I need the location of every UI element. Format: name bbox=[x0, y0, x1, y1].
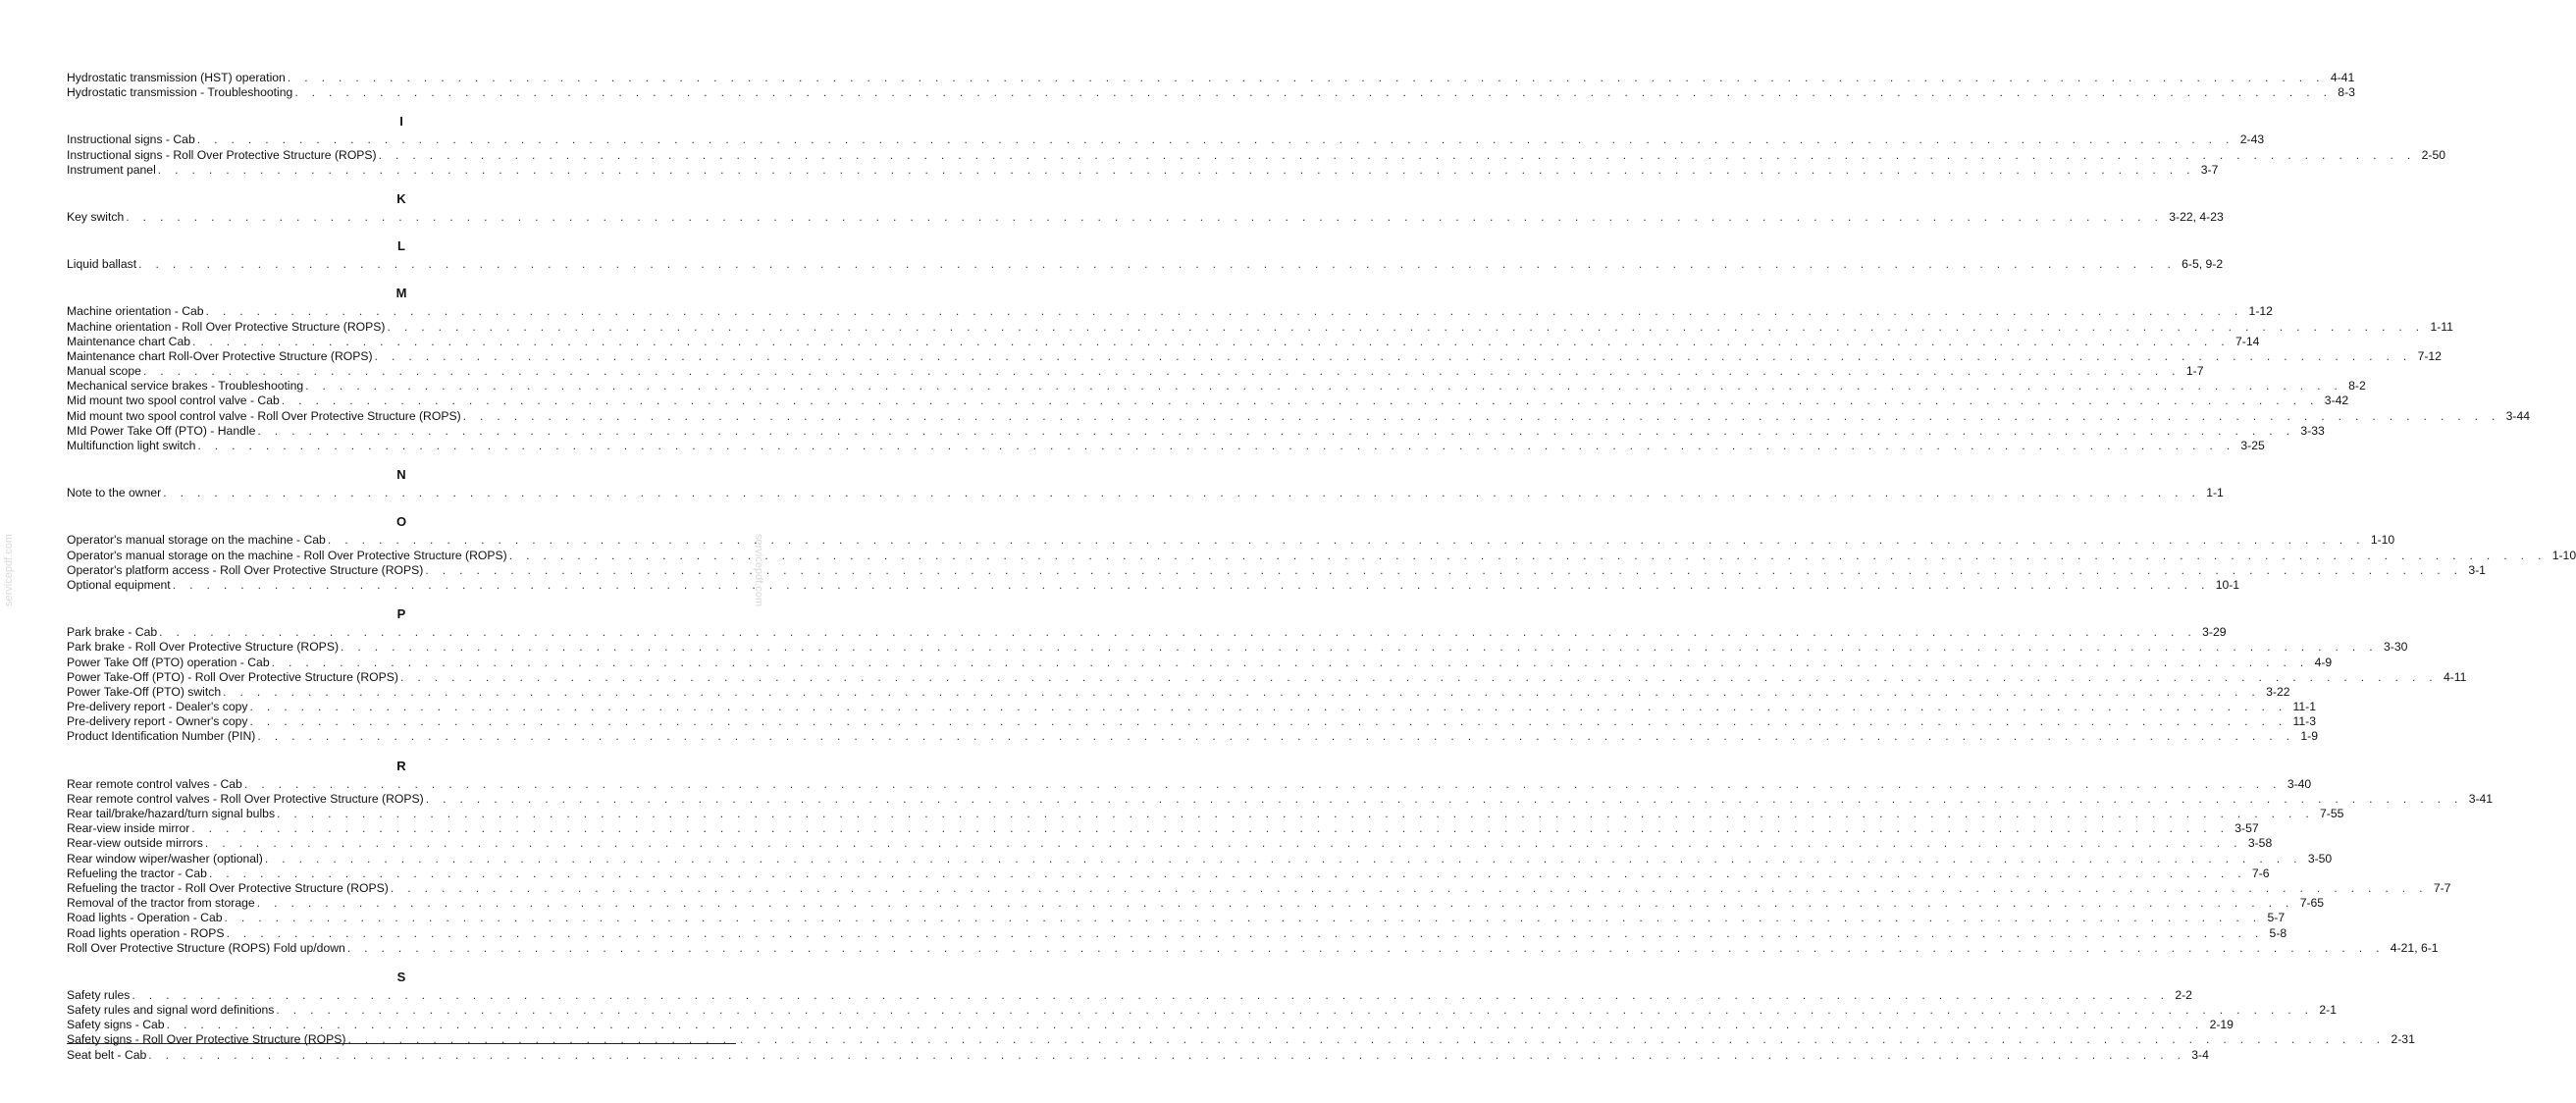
index-entry[interactable] bbox=[67, 807, 2344, 821]
entry-label: Machine orientation - Cab bbox=[67, 304, 204, 319]
index-entry[interactable] bbox=[67, 776, 2312, 792]
entry-page-ref: 3-22, 4-23 bbox=[2169, 209, 2224, 224]
index-entry[interactable] bbox=[67, 880, 2451, 896]
entry-page-ref: 1-9 bbox=[2300, 729, 2318, 744]
index-entry[interactable] bbox=[67, 625, 2227, 640]
entry-label: Roll Over Protective Structure (ROPS) Fold up/down bbox=[67, 940, 345, 955]
index-entry[interactable] bbox=[67, 319, 2453, 335]
entry-label: Road lights - Operation - Cab bbox=[67, 911, 223, 925]
entry-label: Rear window wiper/washer (optional) bbox=[67, 851, 263, 866]
entry-label: Operator's platform access - Roll Over Protective Structure (ROPS) bbox=[67, 562, 424, 577]
entry-label: Refueling the tractor - Roll Over Protective Structure (ROPS) bbox=[67, 880, 389, 895]
index-entry[interactable] bbox=[67, 577, 2240, 593]
section-letter-heading: M bbox=[395, 286, 407, 301]
index-entry[interactable] bbox=[67, 147, 2446, 163]
index-entry[interactable] bbox=[67, 700, 2317, 714]
entry-page-ref: 5-8 bbox=[2269, 925, 2287, 940]
dot-leader: . . . . . . . . . . . . . . . . . . . . . . . . . . . . . . . . . . . . . . . . . . . . . . . . . . . . . . . . . . . . . . . . . . . . . . . . . . . . . . . . . . . . . . . . . . . . . . . . . . . . . . . . . . . . . . . . . . . . . . . . bbox=[249, 700, 2287, 714]
entry-label: Pre-delivery report - Owner's copy bbox=[67, 714, 248, 729]
section-letter-heading: L bbox=[397, 238, 405, 254]
entry-label: Instrument panel bbox=[67, 162, 156, 177]
index-entry[interactable] bbox=[67, 669, 2467, 685]
dot-leader: . . . . . . . . . . . . . . . . . . . . . . . . . . . . . . . . . . . . . . . . . . . . . . . . . . . . . . . . . . . . . . . . . . . . . . . . . . . . . . . . . . . . . . . . . . . . . . . . . . . . . . . . . . . . . . . . . . . . . . . . bbox=[249, 714, 2287, 729]
entry-page-ref: 7-7 bbox=[2433, 880, 2451, 895]
dot-leader: . . . . . . . . . . . . . . . . . . . . . . . . . . . . . . . . . . . . . . . . . . . . . . . . . . . . . . . . . . . . . . . . . . . . . . . . . . . . . . . . . . . . . . . . . . . . . . . . . . . . . . . . . . . . . . . . . . . . . . . . bbox=[390, 880, 2428, 895]
dot-leader: . . . . . . . . . . . . . . . . . . . . . . . . . . . . . . . . . . . . . . . . . . . . . . . . . . . . . . . . . . . . . . . . . . . . . . . . . . . . . . . . . . . . . . . . . . . . . . . . . . . . . . . . . . . . . . . . . . . . . . . . bbox=[327, 533, 2365, 548]
section-letter-heading: I bbox=[399, 114, 403, 130]
entry-page-ref: 10-1 bbox=[2215, 577, 2240, 592]
index-entry[interactable] bbox=[67, 348, 2442, 364]
index-entry[interactable] bbox=[67, 729, 2318, 744]
entry-label: Rear-view outside mirrors bbox=[67, 836, 203, 851]
entry-page-ref: 3-57 bbox=[2234, 821, 2259, 836]
dot-leader: . . . . . . . . . . . . . . . . . . . . . . . . . . . . . . . . . . . . . . . . . . . . . . . . . . . . . . . . . . . . . . . . . . . . . . . . . . . . . . . . . . . . . . . . . . . . . . . . . . . . . . . . . . . . . . . . . . . . . . . . bbox=[294, 85, 2333, 100]
dot-leader: . . . . . . . . . . . . . . . . . . . . . . . . . . . . . . . . . . . . . . . . . . . . . . . . . . . . . . . . . . . . . . . . . . . . . . . . . . . . . . . . . . . . . . . . . . . . . . . . . . . . . . . . . . . . . . . . . . . . . . . . bbox=[277, 807, 2315, 820]
entry-page-ref: 3-33 bbox=[2300, 423, 2325, 438]
footer-rule bbox=[67, 1043, 736, 1044]
entry-page-ref: 1-7 bbox=[2185, 364, 2204, 379]
dot-leader: . . . . . . . . . . . . . . . . . . . . . . . . . . . . . . . . . . . . . . . . . . . . . . . . . . . . . . . . . . . . . . . . . . . . . . . . . . . . . . . . . . . . . . . . . . . . . . . . . . . . . . . . . . . . . . . . . . . . . . . . bbox=[166, 1018, 2204, 1032]
dot-leader: . . . . . . . . . . . . . . . . . . . . . . . . . . . . . . . . . . . . . . . . . . . . . . . . . . . . . . . . . . . . . . . . . . . . . . . . . . . . . . . . . . . . . . . . . . . . . . . . . . . . . . . . . . . . . . . . . . . . . . . . bbox=[163, 486, 2201, 500]
index-entry[interactable] bbox=[67, 304, 2273, 319]
index-entry[interactable] bbox=[67, 408, 2531, 424]
index-entry[interactable] bbox=[67, 851, 2333, 867]
dot-leader: . . . . . . . . . . . . . . . . . . . . . . . . . . . . . . . . . . . . . . . . . . . . . . . . . . . . . . . . . . . . . . . . . . . . . . . . . . . . . . . . . . . . . . . . . . . . . . . . . . . . . . . . . . . . . . . . . . . . . . . . bbox=[256, 896, 2294, 911]
dot-leader: . . . . . . . . . . . . . . . . . . . . . . . . . . . . . . . . . . . . . . . . . . . . . . . . . . . . . . . . . . . . . . . . . . . . . . . . . . . . . . . . . . . . . . . . . . . . . . . . . . . . . . . . . . . . . . . . . . . . . . . . bbox=[197, 439, 2235, 452]
entry-page-ref: 5-7 bbox=[2267, 911, 2286, 925]
entry-label: Safety signs - Roll Over Protective Structure (ROPS) bbox=[67, 1032, 346, 1047]
index-section bbox=[67, 758, 2494, 956]
entry-page-ref: 3-22 bbox=[2266, 684, 2290, 699]
entry-page-ref: 4-11 bbox=[2443, 669, 2467, 684]
entry-label: Pre-delivery report - Dealer's copy bbox=[67, 700, 248, 714]
entry-page-ref: 3-4 bbox=[2191, 1047, 2209, 1062]
dot-leader: . . . . . . . . . . . . . . . . . . . . . . . . . . . . . . . . . . . . . . . . . . . . . . . . . . . . . . . . . . . . . . . . . . . . . . . . . . . . . . . . . . . . . . . . . . . . . . . . . . . . . . . . . . . . . . . . . . . . . . . . bbox=[192, 334, 2230, 348]
dot-leader: . . . . . . . . . . . . . . . . . . . . . . . . . . . . . . . . . . . . . . . . . . . . . . . . . . . . . . . . . . . . . . . . . . . . . . . . . . . . . . . . . . . . . . . . . . . . . . . . . . . . . . . . . . . . . . . . . . . . . . . . bbox=[224, 911, 2262, 925]
dot-leader: . . . . . . . . . . . . . . . . . . . . . . . . . . . . . . . . . . . . . . . . . . . . . . . . . . . . . . . . . . . . . . . . . . . . . . . . . . . . . . . . . . . . . . . . . . . . . . . . . . . . . . . . . . . . . . . . . . . . . . . . bbox=[378, 147, 2416, 162]
dot-leader: . . . . . . . . . . . . . . . . . . . . . . . . . . . . . . . . . . . . . . . . . . . . . . . . . . . . . . . . . . . . . . . . . . . . . . . . . . . . . . . . . . . . . . . . . . . . . . . . . . . . . . . . . . . . . . . . . . . . . . . . bbox=[374, 348, 2412, 363]
dot-leader: . . . . . . . . . . . . . . . . . . . . . . . . . . . . . . . . . . . . . . . . . . . . . . . . . . . . . . . . . . . . . . . . . . . . . . . . . . . . . . . . . . . . . . . . . . . . . . . . . . . . . . . . . . . . . . . . . . . . . . . . bbox=[257, 729, 2295, 744]
dot-leader: . . . . . . . . . . . . . . . . . . . . . . . . . . . . . . . . . . . . . . . . . . . . . . . . . . . . . . . . . . . . . . . . . . . . . . . . . . . . . . . . . . . . . . . . . . . . . . . . . . . . . . . . . . . . . . . . . . . . . . . . bbox=[223, 684, 2261, 699]
index-entry[interactable] bbox=[67, 866, 2270, 881]
entry-page-ref: 2-43 bbox=[2239, 132, 2265, 147]
index-entry[interactable] bbox=[67, 821, 2259, 836]
section-letter-heading: P bbox=[396, 606, 406, 622]
section-letter-heading: R bbox=[396, 758, 406, 773]
index-section bbox=[67, 467, 2224, 500]
entry-page-ref: 3-41 bbox=[2468, 791, 2494, 806]
entry-page-ref: 8-2 bbox=[2348, 379, 2366, 394]
dot-leader: . . . . . . . . . . . . . . . . . . . . . . . . . . . . . . . . . . . . . . . . . . . . . . . . . . . . . . . . . . . . . . . . . . . . . . . . . . . . . . . . . . . . . . . . . . . . . . . . . . . . . . . . . . . . . . . . . . . . . . . . bbox=[159, 625, 2197, 640]
dot-leader: . . . . . . . . . . . . . . . . . . . . . . . . . . . . . . . . . . . . . . . . . . . . . . . . . . . . . . . . . . . . . . . . . . . . . . . . . . . . . . . . . . . . . . . . . . . . . . . . . . . . . . . . . . . . . . . . . . . . . . . . bbox=[142, 364, 2181, 379]
dot-leader: . . . . . . . . . . . . . . . . . . . . . . . . . . . . . . . . . . . . . . . . . . . . . . . . . . . . . . . . . . . . . . . . . . . . . . . . . . . . . . . . . . . . . . . . . . . . . . . . . . . . . . . . . . . . . . . . . . . . . . . . bbox=[305, 379, 2343, 394]
index-entry[interactable] bbox=[67, 1032, 2415, 1047]
dot-leader: . . . . . . . . . . . . . . . . . . . . . . . . . . . . . . . . . . . . . . . . . . . . . . . . . . . . . . . . . . . . . . . . . . . . . . . . . . . . . . . . . . . . . . . . . . . . . . . . . . . . . . . . . . . . . . . . . . . . . . . . bbox=[399, 669, 2438, 684]
index-entry[interactable] bbox=[67, 162, 2219, 178]
entry-page-ref: 2-1 bbox=[2319, 1003, 2337, 1018]
index-entry[interactable] bbox=[67, 548, 2576, 563]
entry-label: Safety rules bbox=[67, 987, 131, 1002]
dot-leader: . . . . . . . . . . . . . . . . . . . . . . . . . . . . . . . . . . . . . . . . . . . . . . . . . . . . . . . . . . . . . . . . . . . . . . . . . . . . . . . . . . . . . . . . . . . . . . . . . . . . . . . . . . . . . . . . . . . . . . . . bbox=[243, 776, 2282, 791]
dot-leader: . . . . . . . . . . . . . . . . . . . . . . . . . . . . . . . . . . . . . . . . . . . . . . . . . . . . . . . . . . . . . . . . . . . . . . . . . . . . . . . . . . . . . . . . . . . . . . . . . . . . . . . . . . . . . . . . . . . . . . . . bbox=[347, 1032, 2386, 1047]
entry-page-ref: 4-9 bbox=[2314, 655, 2333, 669]
index-section bbox=[67, 286, 2531, 453]
index-entry[interactable] bbox=[67, 911, 2286, 925]
index-entry[interactable] bbox=[67, 940, 2439, 956]
entry-label: MId Power Take Off (PTO) - Handle bbox=[67, 423, 256, 438]
entry-page-ref: 3-44 bbox=[2505, 408, 2531, 423]
dot-leader: . . . . . . . . . . . . . . . . . . . . . . . . . . . . . . . . . . . . . . . . . . . . . . . . . . . . . . . . . . . . . . . . . . . . . . . . . . . . . . . . . . . . . . . . . . . . . . . . . . . . . . . . . . . . . . . . . . . . . . . . bbox=[425, 562, 2463, 577]
dot-leader: . . . . . . . . . . . . . . . . . . . . . . . . . . . . . . . . . . . . . . . . . . . . . . . . . . . . . . . . . . . . . . . . . . . . . . . . . . . . . . . . . . . . . . . . . . . . . . . . . . . . . . . . . . . . . . . . . . . . . . . . bbox=[346, 940, 2385, 955]
dot-leader: . . . . . . . . . . . . . . . . . . . . . . . . . . . . . . . . . . . . . . . . . . . . . . . . . . . . . . . . . . . . . . . . . . . . . . . . . . . . . . . . . . . . . . . . . . . . . . . . . . . . . . . . . . . . . . . . . . . . . . . . bbox=[281, 394, 2319, 408]
dot-leader: . . . . . . . . . . . . . . . . . . . . . . . . . . . . . . . . . . . . . . . . . . . . . . . . . . . . . . . . . . . . . . . . . . . . . . . . . . . . . . . . . . . . . . . . . . . . . . . . . . . . . . . . . . . . . . . . . . . . . . . . bbox=[196, 132, 2234, 147]
dot-leader: . . . . . . . . . . . . . . . . . . . . . . . . . . . . . . . . . . . . . . . . . . . . . . . . . . . . . . . . . . . . . . . . . . . . . . . . . . . . . . . . . . . . . . . . . . . . . . . . . . . . . . . . . . . . . . . . . . . . . . . . bbox=[226, 925, 2264, 940]
entry-page-ref: 7-55 bbox=[2320, 807, 2344, 820]
entry-page-ref: 2-50 bbox=[2421, 147, 2446, 162]
index-entry[interactable] bbox=[67, 1047, 2209, 1063]
entry-label: Mid mount two spool control valve - Roll Over Protective Structure (ROPS) bbox=[67, 408, 461, 423]
entry-label: Instructional signs - Cab bbox=[67, 132, 195, 147]
index-entry[interactable] bbox=[67, 562, 2486, 578]
entry-page-ref: 11-3 bbox=[2292, 714, 2317, 729]
entry-page-ref: 3-42 bbox=[2324, 394, 2349, 408]
dot-leader: . . . . . . . . . . . . . . . . . . . . . . . . . . . . . . . . . . . . . . . . . . . . . . . . . . . . . . . . . . . . . . . . . . . . . . . . . . . . . . . . . . . . . . . . . . . . . . . . . . . . . . . . . . . . . . . . . . . . . . . . bbox=[264, 851, 2302, 866]
index-entry[interactable] bbox=[67, 364, 2204, 379]
entry-page-ref: 2-31 bbox=[2391, 1032, 2415, 1047]
entry-label: Refueling the tractor - Cab bbox=[67, 866, 207, 880]
dot-leader: . . . . . . . . . . . . . . . . . . . . . . . . . . . . . . . . . . . . . . . . . . . . . . . . . . . . . . . . . . . . . . . . . . . . . . . . . . . . . . . . . . . . . . . . . . . . . . . . . . . . . . . . . . . . . . . . . . . . . . . . bbox=[276, 1003, 2314, 1018]
entry-label: Machine orientation - Roll Over Protective Structure (ROPS) bbox=[67, 319, 386, 334]
index-entry[interactable] bbox=[67, 1018, 2234, 1032]
dot-leader: . . . . . . . . . . . . . . . . . . . . . . . . . . . . . . . . . . . . . . . . . . . . . . . . . . . . . . . . . . . . . . . . . . . . . . . . . . . . . . . . . . . . . . . . . . . . . . . . . . . . . . . . . . . . . . . . . . . . . . . . bbox=[204, 836, 2242, 851]
dot-leader: . . . . . . . . . . . . . . . . . . . . . . . . . . . . . . . . . . . . . . . . . . . . . . . . . . . . . . . . . . . . . . . . . . . . . . . . . . . . . . . . . . . . . . . . . . . . . . . . . . . . . . . . . . . . . . . . . . . . . . . . bbox=[172, 577, 2210, 592]
entry-label: Manual scope bbox=[67, 364, 141, 379]
dot-leader: . . . . . . . . . . . . . . . . . . . . . . . . . . . . . . . . . . . . . . . . . . . . . . . . . . . . . . . . . . . . . . . . . . . . . . . . . . . . . . . . . . . . . . . . . . . . . . . . . . . . . . . . . . . . . . . . . . . . . . . . bbox=[287, 71, 2325, 84]
entry-label: Optional equipment bbox=[67, 577, 171, 592]
dot-leader: . . . . . . . . . . . . . . . . . . . . . . . . . . . . . . . . . . . . . . . . . . . . . . . . . . . . . . . . . . . . . . . . . . . . . . . . . . . . . . . . . . . . . . . . . . . . . . . . . . . . . . . . . . . . . . . . . . . . . . . . bbox=[138, 257, 2177, 272]
entry-label: Mid mount two spool control valve - Cab bbox=[67, 394, 280, 408]
entry-label: Power Take-Off (PTO) - Roll Over Protective Structure (ROPS) bbox=[67, 669, 398, 684]
entry-page-ref: 1-11 bbox=[2430, 319, 2453, 334]
entry-page-ref: 2-19 bbox=[2209, 1018, 2234, 1032]
entry-label: Rear-view inside mirror bbox=[67, 821, 190, 836]
dot-leader: . . . . . . . . . . . . . . . . . . . . . . . . . . . . . . . . . . . . . . . . . . . . . . . . . . . . . . . . . . . . . . . . . . . . . . . . . . . . . . . . . . . . . . . . . . . . . . . . . . . . . . . . . . . . . . . . . . . . . . . . bbox=[148, 1047, 2186, 1062]
entry-label: Safety rules and signal word definitions bbox=[67, 1003, 275, 1018]
entry-label: Key switch bbox=[67, 209, 125, 224]
entry-page-ref: 7-65 bbox=[2299, 896, 2325, 911]
watermark-right: servicepdf.com bbox=[752, 534, 764, 606]
entry-page-ref: 3-50 bbox=[2307, 851, 2333, 866]
section-letter-heading: N bbox=[396, 467, 406, 483]
dot-leader: . . . . . . . . . . . . . . . . . . . . . . . . . . . . . . . . . . . . . . . . . . . . . . . . . . . . . . . . . . . . . . . . . . . . . . . . . . . . . . . . . . . . . . . . . . . . . . . . . . . . . . . . . . . . . . . . . . . . . . . . bbox=[341, 640, 2378, 655]
index-entry[interactable] bbox=[67, 684, 2290, 700]
entry-page-ref: 3-1 bbox=[2468, 562, 2486, 577]
entry-label: Power Take Off (PTO) operation - Cab bbox=[67, 655, 270, 669]
entry-label: Park brake - Roll Over Protective Structure (ROPS) bbox=[67, 640, 340, 655]
entry-page-ref: 7-14 bbox=[2235, 334, 2260, 348]
dot-leader: . . . . . . . . . . . . . . . . . . . . . . . . . . . . . . . . . . . . . . . . . . . . . . . . . . . . . . . . . . . . . . . . . . . . . . . . . . . . . . . . . . . . . . . . . . . . . . . . . . . . . . . . . . . . . . . . . . . . . . . . bbox=[191, 821, 2230, 836]
index-entry[interactable] bbox=[67, 640, 2408, 655]
index-entry[interactable] bbox=[67, 257, 2224, 272]
dot-leader: . . . . . . . . . . . . . . . . . . . . . . . . . . . . . . . . . . . . . . . . . . . . . . . . . . . . . . . . . . . . . . . . . . . . . . . . . . . . . . . . . . . . . . . . . . . . . . . . . . . . . . . . . . . . . . . . . . . . . . . . bbox=[387, 319, 2425, 334]
entry-label: Maintenance chart Roll-Over Protective Structure (ROPS) bbox=[67, 348, 373, 363]
entry-page-ref: 1-10 bbox=[2551, 548, 2576, 562]
index-entry[interactable] bbox=[67, 71, 2355, 85]
entry-label: Road lights operation - ROPS bbox=[67, 925, 225, 940]
index-entry[interactable] bbox=[67, 379, 2366, 394]
entry-page-ref: 2-2 bbox=[2175, 987, 2192, 1002]
entry-label: Park brake - Cab bbox=[67, 625, 158, 640]
entry-page-ref: 3-30 bbox=[2384, 640, 2408, 655]
index-entry[interactable] bbox=[67, 655, 2333, 670]
dot-leader: . . . . . . . . . . . . . . . . . . . . . . . . . . . . . . . . . . . . . . . . . . . . . . . . . . . . . . . . . . . . . . . . . . . . . . . . . . . . . . . . . . . . . . . . . . . . . . . . . . . . . . . . . . . . . . . . . . . . . . . . bbox=[271, 655, 2309, 669]
index-entry[interactable] bbox=[67, 1003, 2337, 1018]
index-entry[interactable] bbox=[67, 423, 2325, 439]
index-section bbox=[67, 190, 2224, 225]
dot-leader: . . . . . . . . . . . . . . . . . . . . . . . . . . . . . . . . . . . . . . . . . . . . . . . . . . . . . . . . . . . . . . . . . . . . . . . . . . . . . . . . . . . . . . . . . . . . . . . . . . . . . . . . . . . . . . . . . . . . . . . . bbox=[462, 408, 2500, 423]
index-section bbox=[67, 71, 2355, 100]
index-entry[interactable] bbox=[67, 486, 2224, 500]
index-section bbox=[67, 114, 2446, 178]
entry-page-ref: 11-1 bbox=[2292, 700, 2317, 714]
index-entry[interactable] bbox=[67, 85, 2355, 100]
index-entry[interactable] bbox=[67, 394, 2349, 408]
index-entry[interactable] bbox=[67, 439, 2265, 453]
index-entry[interactable] bbox=[67, 791, 2494, 807]
watermark-left: servicepdf.com bbox=[2, 534, 15, 606]
entry-label: Multifunction light switch bbox=[67, 439, 196, 452]
entry-page-ref: 3-29 bbox=[2202, 625, 2227, 640]
dot-leader: . . . . . . . . . . . . . . . . . . . . . . . . . . . . . . . . . . . . . . . . . . . . . . . . . . . . . . . . . . . . . . . . . . . . . . . . . . . . . . . . . . . . . . . . . . . . . . . . . . . . . . . . . . . . . . . . . . . . . . . . bbox=[131, 987, 2170, 1002]
entry-label: Safety signs - Cab bbox=[67, 1018, 165, 1032]
entry-page-ref: 1-10 bbox=[2370, 533, 2395, 548]
index-entry[interactable] bbox=[67, 533, 2395, 548]
entry-label: Operator's manual storage on the machine - Roll Over Protective Structure (ROPS) bbox=[67, 548, 507, 562]
entry-page-ref: 4-21, 6-1 bbox=[2390, 940, 2439, 955]
entry-label: Power Take-Off (PTO) switch bbox=[67, 684, 222, 699]
entry-label: Seat belt - Cab bbox=[67, 1047, 147, 1062]
entry-label: Maintenance chart Cab bbox=[67, 334, 191, 348]
entry-label: Rear tail/brake/hazard/turn signal bulbs bbox=[67, 807, 276, 820]
entry-label: Hydrostatic transmission - Troubleshooting bbox=[67, 85, 293, 100]
index-entry[interactable] bbox=[67, 836, 2273, 851]
dot-leader: . . . . . . . . . . . . . . . . . . . . . . . . . . . . . . . . . . . . . . . . . . . . . . . . . . . . . . . . . . . . . . . . . . . . . . . . . . . . . . . . . . . . . . . . . . . . . . . . . . . . . . . . . . . . . . . . . . . . . . . . bbox=[126, 209, 2164, 224]
section-letter-heading: O bbox=[395, 514, 407, 530]
section-letter-heading: K bbox=[396, 190, 406, 206]
index-entry[interactable] bbox=[67, 334, 2260, 349]
entry-label: Rear remote control valves - Roll Over Protective Structure (ROPS) bbox=[67, 791, 424, 806]
index-section bbox=[67, 969, 2415, 1063]
entry-page-ref: 1-12 bbox=[2248, 304, 2273, 319]
entry-label: Product Identification Number (PIN) bbox=[67, 729, 256, 744]
entry-page-ref: 7-12 bbox=[2417, 348, 2442, 363]
entry-page-ref: 3-40 bbox=[2287, 776, 2312, 791]
entry-page-ref: 8-3 bbox=[2338, 85, 2355, 100]
entry-label: Mechanical service brakes - Troubleshooting bbox=[67, 379, 304, 394]
section-letter-heading: S bbox=[396, 969, 406, 984]
entry-label: Instructional signs - Roll Over Protective Structure (ROPS) bbox=[67, 147, 377, 162]
index-entry[interactable] bbox=[67, 896, 2325, 911]
entry-label: Operator's manual storage on the machine - Cab bbox=[67, 533, 326, 548]
entry-label: Note to the owner bbox=[67, 486, 162, 500]
index-entry[interactable] bbox=[67, 209, 2224, 225]
entry-page-ref: 3-25 bbox=[2240, 439, 2265, 452]
entry-label: Rear remote control valves - Cab bbox=[67, 776, 242, 791]
index-section bbox=[67, 238, 2224, 272]
entry-page-ref: 4-41 bbox=[2330, 71, 2355, 84]
entry-label: Removal of the tractor from storage bbox=[67, 896, 255, 911]
dot-leader: . . . . . . . . . . . . . . . . . . . . . . . . . . . . . . . . . . . . . . . . . . . . . . . . . . . . . . . . . . . . . . . . . . . . . . . . . . . . . . . . . . . . . . . . . . . . . . . . . . . . . . . . . . . . . . . . . . . . . . . . bbox=[508, 548, 2547, 562]
entry-page-ref: 3-7 bbox=[2200, 162, 2219, 177]
index-entry[interactable] bbox=[67, 987, 2192, 1003]
dot-leader: . . . . . . . . . . . . . . . . . . . . . . . . . . . . . . . . . . . . . . . . . . . . . . . . . . . . . . . . . . . . . . . . . . . . . . . . . . . . . . . . . . . . . . . . . . . . . . . . . . . . . . . . . . . . . . . . . . . . . . . . bbox=[205, 304, 2243, 319]
entry-page-ref: 1-1 bbox=[2206, 486, 2224, 500]
index-entry[interactable] bbox=[67, 132, 2265, 147]
entry-label: Hydrostatic transmission (HST) operation bbox=[67, 71, 286, 84]
index-section bbox=[67, 606, 2467, 745]
dot-leader: . . . . . . . . . . . . . . . . . . . . . . . . . . . . . . . . . . . . . . . . . . . . . . . . . . . . . . . . . . . . . . . . . . . . . . . . . . . . . . . . . . . . . . . . . . . . . . . . . . . . . . . . . . . . . . . . . . . . . . . . bbox=[157, 162, 2195, 177]
entry-page-ref: 7-6 bbox=[2251, 866, 2270, 880]
dot-leader: . . . . . . . . . . . . . . . . . . . . . . . . . . . . . . . . . . . . . . . . . . . . . . . . . . . . . . . . . . . . . . . . . . . . . . . . . . . . . . . . . . . . . . . . . . . . . . . . . . . . . . . . . . . . . . . . . . . . . . . . bbox=[425, 791, 2463, 806]
dot-leader: . . . . . . . . . . . . . . . . . . . . . . . . . . . . . . . . . . . . . . . . . . . . . . . . . . . . . . . . . . . . . . . . . . . . . . . . . . . . . . . . . . . . . . . . . . . . . . . . . . . . . . . . . . . . . . . . . . . . . . . . bbox=[257, 423, 2295, 438]
entry-page-ref: 6-5, 9-2 bbox=[2182, 257, 2224, 272]
entry-page-ref: 3-58 bbox=[2247, 836, 2273, 851]
dot-leader: . . . . . . . . . . . . . . . . . . . . . . . . . . . . . . . . . . . . . . . . . . . . . . . . . . . . . . . . . . . . . . . . . . . . . . . . . . . . . . . . . . . . . . . . . . . . . . . . . . . . . . . . . . . . . . . . . . . . . . . . bbox=[208, 866, 2246, 880]
index-entry[interactable] bbox=[67, 714, 2317, 729]
index-entry[interactable] bbox=[67, 925, 2287, 941]
entry-label: Liquid ballast bbox=[67, 257, 137, 272]
